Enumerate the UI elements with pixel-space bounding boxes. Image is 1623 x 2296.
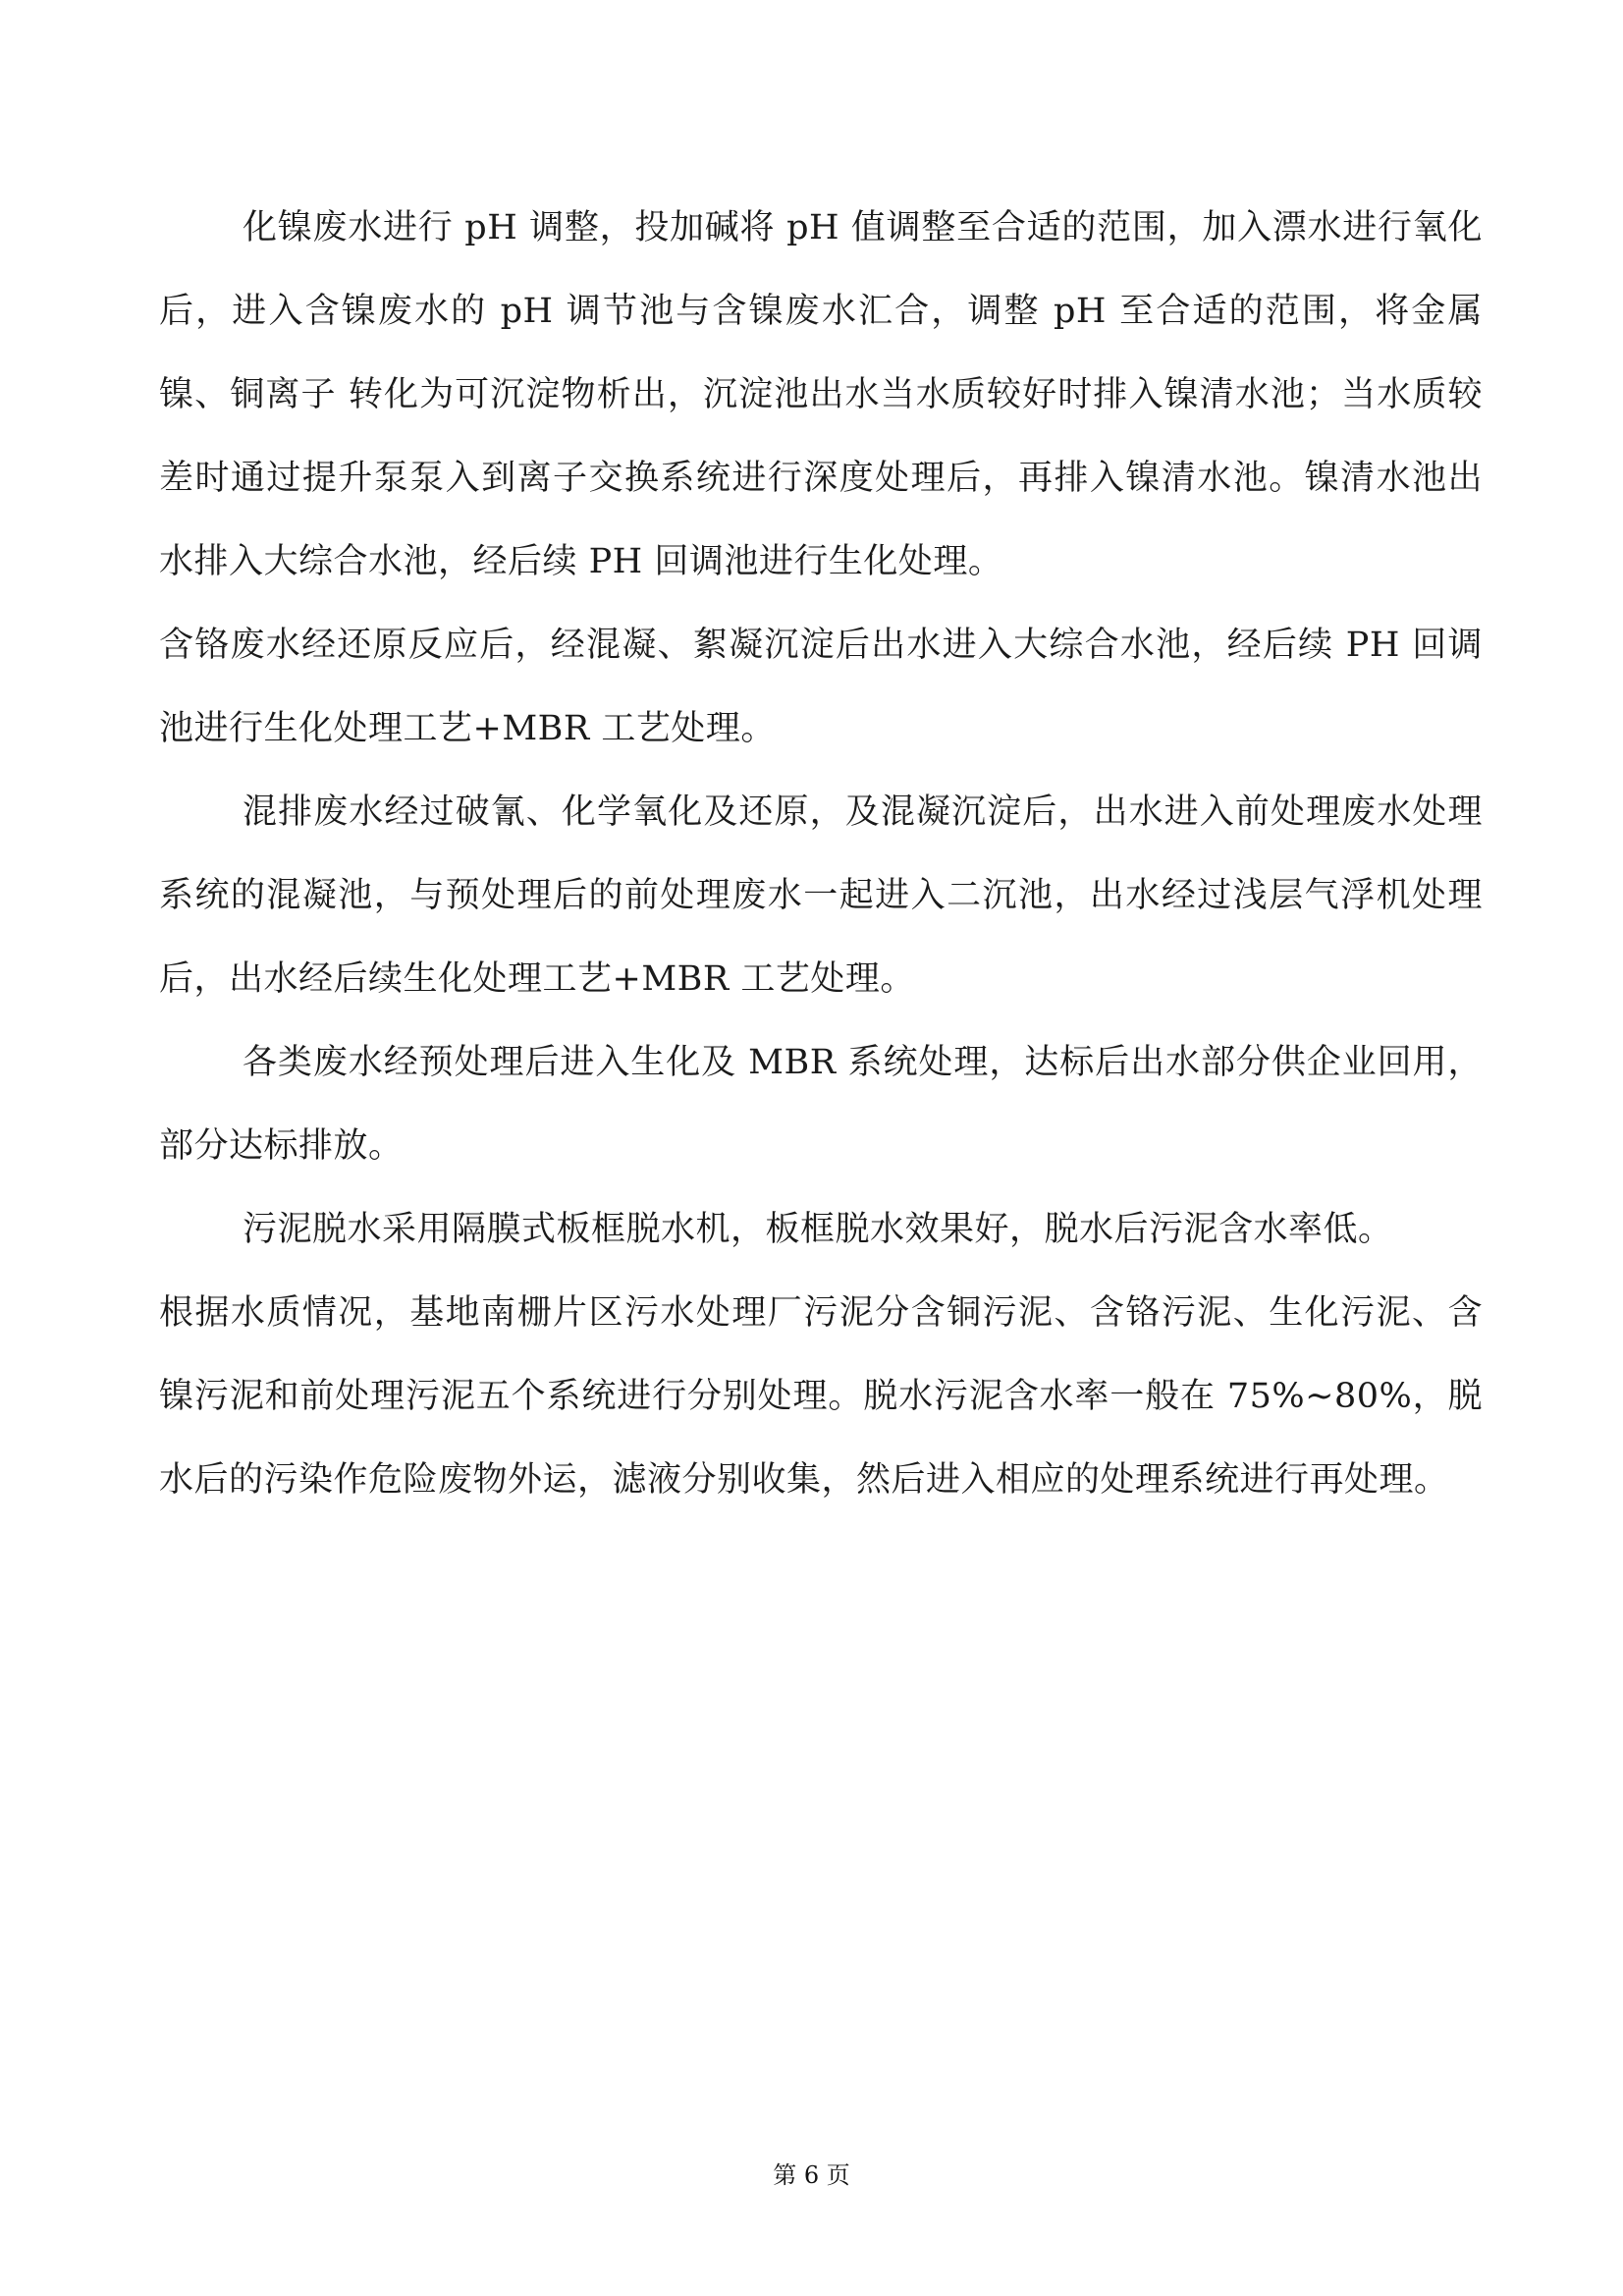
paragraph-mbr-system: 各类废水经预处理后进入生化及 MBR 系统处理，达标后出水部分供企业回用，部分达标排放。 bbox=[159, 1043, 1483, 1166]
document-body bbox=[159, 187, 1483, 1522]
paragraph-chromium-wastewater: 含铬废水经还原反应后，经混凝、絮凝沉淀后出水进入大综合水池，经后续 PH 回调池进行生化处理工艺+MBR 工艺处理。 bbox=[159, 626, 1483, 748]
paragraph-mixed-wastewater: 混排废水经过破氰、化学氧化及还原，及混凝沉淀后，出水进入前处理废水处理系统的混凝池，与预处理后的前处理废水一起进入二沉池，出水经过浅层气浮机处理后，出水经后续生化处理工艺+MBR 工艺处理。 bbox=[159, 793, 1483, 999]
paragraph-nickel-wastewater: 化镍废水进行 pH 调整，投加碱将 pH 值调整至合适的范围，加入漂水进行氧化后，进入含镍废水的 pH 调节池与含镍废水汇合，调整 pH 至合适的范围，将金属镍、铜离子 转化为可沉淀物析出，沉淀池出水当水质较好时排入镍清水池；当水质较差时通过提升泵泵入到离子交换系统进行深度处理后，再排入镍清水池。镍清水池出水排入大综合水池，经后续 PH 回调池进行生化处理。 bbox=[159, 208, 1483, 581]
paragraph-sludge-treatment: 根据水质情况，基地南栅片区污水处理厂污泥分含铜污泥、含铬污泥、生化污泥、含镍污泥和前处理污泥五个系统进行分别处理。脱水污泥含水率一般在 75%~80%，脱水后的污染作危险废物外运，滤液分别收集，然后进入相应的处理系统进行再处理。 bbox=[159, 1293, 1483, 1500]
page-number: 第 6 页 bbox=[773, 2161, 850, 2189]
paragraph-sludge-dewatering: 污泥脱水采用隔膜式板框脱水机，板框脱水效果好，脱水后污泥含水率低。 bbox=[243, 1210, 1393, 1249]
